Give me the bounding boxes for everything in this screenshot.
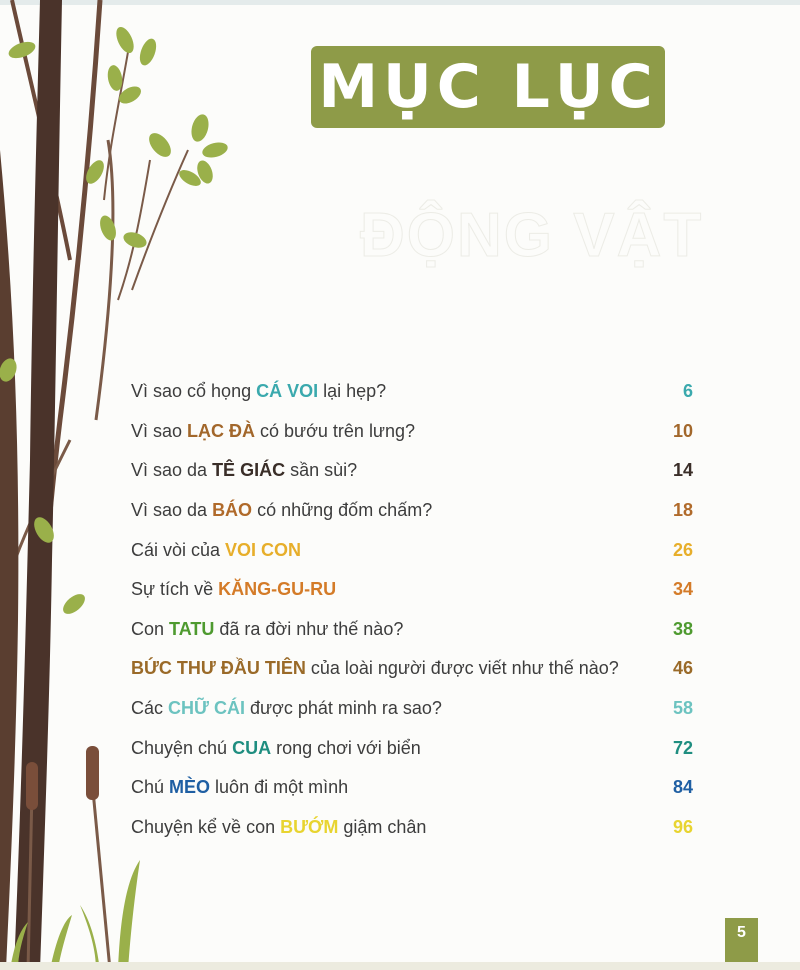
- dot-leader: [340, 581, 665, 599]
- toc-entry[interactable]: [131, 491, 693, 531]
- toc-entry[interactable]: [131, 808, 693, 848]
- page-title: MỤC LỤC: [318, 52, 658, 122]
- entry-keyword: TATU: [169, 618, 215, 639]
- entry-page-number: 6: [682, 381, 693, 402]
- title-banner: [311, 46, 665, 128]
- toc-entry[interactable]: [131, 412, 693, 452]
- entry-title: Các CHỮ CÁI được phát minh ra sao?: [131, 698, 442, 719]
- entry-keyword: CÁ VOI: [256, 381, 319, 402]
- entry-page-number: 46: [672, 658, 693, 679]
- thin-branch: [118, 160, 150, 300]
- entry-keyword: TÊ GIÁC: [212, 460, 286, 481]
- entry-title: Con TATU đã ra đời như thế nào?: [131, 618, 404, 639]
- left-trunk: [0, 150, 18, 970]
- dot-leader: [390, 383, 665, 401]
- toc-entry[interactable]: [131, 530, 693, 570]
- entry-keyword: CUA: [232, 737, 272, 758]
- entry-page-number: 72: [672, 737, 693, 758]
- entry-title: Chú MÈO luôn đi một mình: [131, 777, 349, 798]
- dot-leader: [419, 422, 665, 440]
- toc-entry[interactable]: [131, 451, 693, 491]
- dot-leader: [305, 541, 665, 559]
- entry-page-number: 38: [672, 618, 693, 639]
- entry-title: Chuyện chú CUA rong chơi với biển: [131, 737, 421, 758]
- thin-branch: [104, 40, 130, 200]
- toc-entry[interactable]: [131, 570, 693, 610]
- cattail-head: [26, 762, 38, 810]
- entry-title: Vì sao da TÊ GIÁC sần sùi?: [131, 460, 358, 481]
- entry-title: Vì sao cổ họng CÁ VOI lại hẹp?: [131, 381, 387, 402]
- entry-title: Chuyện kể về con BƯỚM giậm chân: [131, 816, 427, 837]
- entry-keyword: LẠC ĐÀ: [187, 420, 256, 441]
- thin-branch: [96, 140, 113, 420]
- entry-keyword: MÈO: [169, 777, 211, 798]
- entry-page-number: 58: [672, 698, 693, 719]
- entry-title: Cái vòi của VOI CON: [131, 539, 302, 560]
- dot-leader: [623, 660, 665, 678]
- cattail-head: [86, 746, 99, 800]
- entry-title: Vì sao da BÁO có những đốm chấm?: [131, 500, 433, 521]
- dot-leader: [361, 462, 665, 480]
- background-watermark: ĐỘNG VẬT: [360, 201, 704, 270]
- entry-keyword: KĂNG-GU-RU: [218, 579, 337, 600]
- entry-page-number: 96: [672, 816, 693, 837]
- dot-leader: [430, 818, 665, 836]
- entry-title: Vì sao LẠC ĐÀ có bướu trên lưng?: [131, 420, 416, 441]
- entry-page-number: 14: [672, 460, 693, 481]
- entry-title: Sự tích về KĂNG-GU-RU: [131, 579, 337, 600]
- toc-entry[interactable]: [131, 372, 693, 412]
- toc-entry[interactable]: [131, 728, 693, 768]
- dot-leader: [425, 739, 665, 757]
- toc-entry[interactable]: [131, 649, 693, 689]
- toc-entry[interactable]: [131, 610, 693, 650]
- table-of-contents: [131, 372, 693, 847]
- dot-leader: [446, 700, 665, 718]
- entry-page-number: 34: [672, 579, 693, 600]
- entry-keyword: CHỮ CÁI: [168, 698, 245, 719]
- dot-leader: [407, 620, 665, 638]
- thin-branch: [132, 150, 188, 290]
- entry-page-number: 18: [672, 500, 693, 521]
- dot-leader: [436, 502, 665, 520]
- entry-keyword: BỨC THƯ ĐẦU TIÊN: [131, 658, 306, 679]
- entry-keyword: BÁO: [212, 500, 253, 521]
- entry-title: BỨC THƯ ĐẦU TIÊN của loài người được viết như thế nào?: [131, 658, 619, 679]
- toc-entry[interactable]: [131, 768, 693, 808]
- entry-keyword: BƯỚM: [280, 816, 339, 837]
- page-bottom-edge: [0, 962, 800, 970]
- dot-leader: [352, 779, 665, 797]
- toc-entry[interactable]: [131, 689, 693, 729]
- page-number-badge: [725, 918, 758, 962]
- page-number: 5: [737, 924, 746, 941]
- entry-page-number: 84: [672, 777, 693, 798]
- entry-page-number: 10: [672, 420, 693, 441]
- entry-page-number: 26: [672, 539, 693, 560]
- entry-keyword: VOI CON: [225, 539, 302, 560]
